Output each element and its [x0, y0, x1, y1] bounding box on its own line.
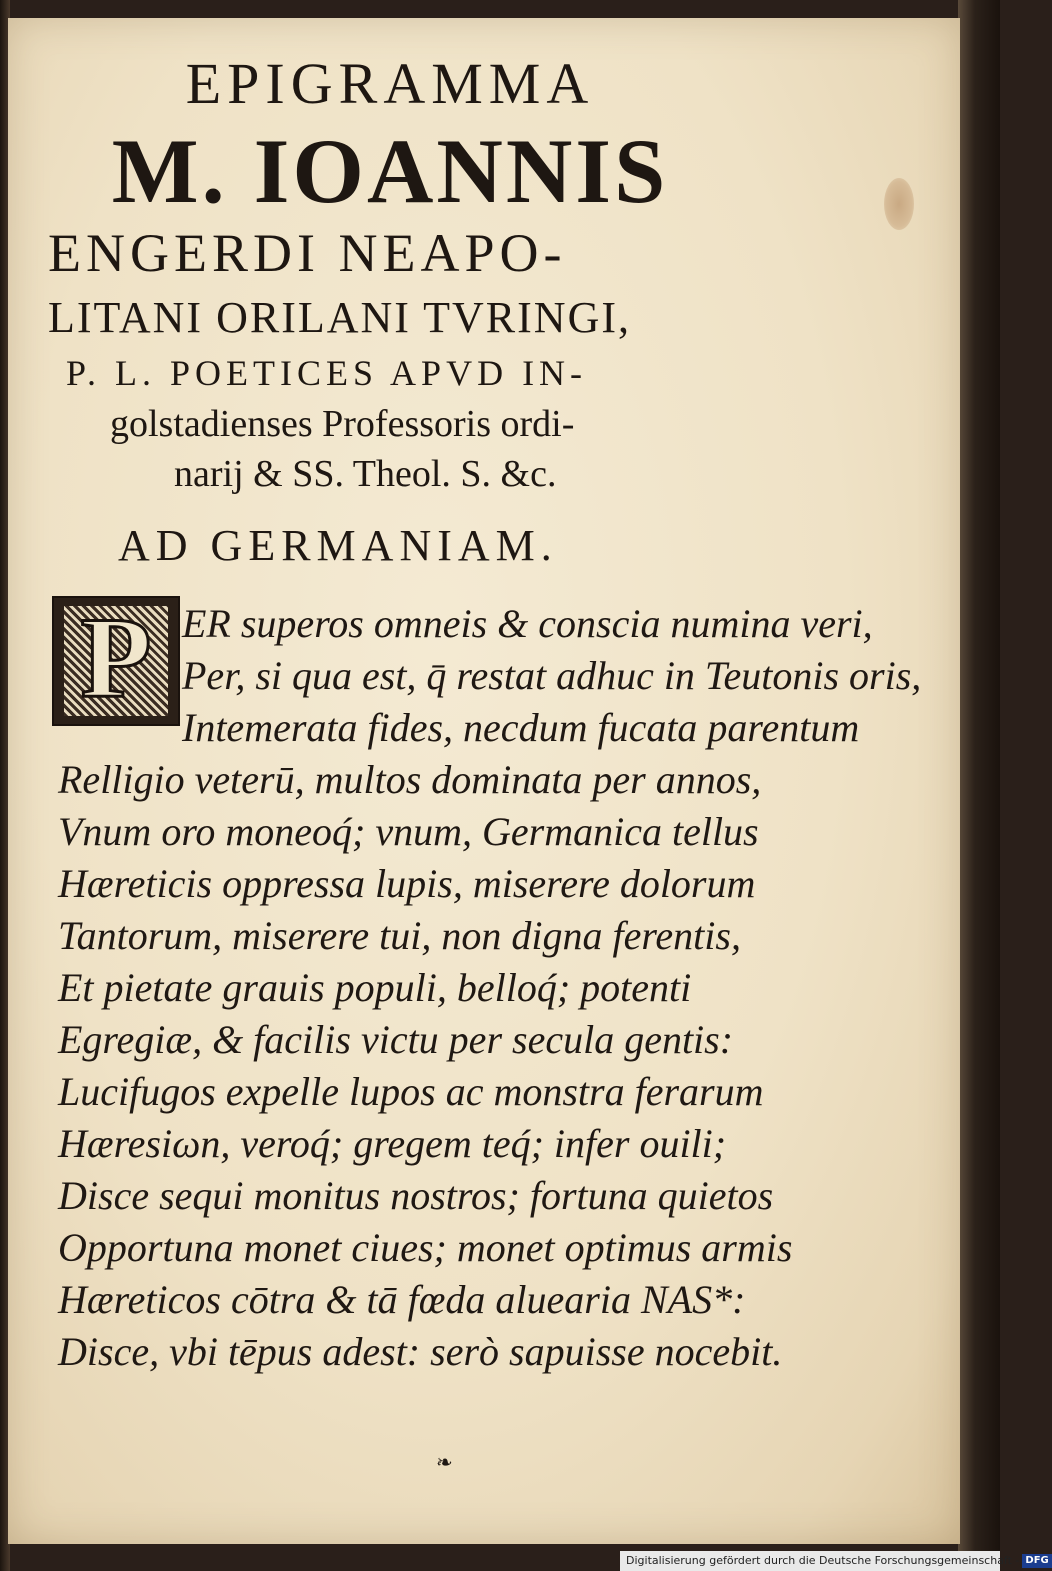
initial-letter: P [80, 594, 152, 722]
verse-line-7: Tantorum, miserere tui, non digna ferentis, [58, 913, 741, 958]
title-line-6: golstadienses Professoris ordi- [110, 403, 575, 445]
verse-line-15: Disce, vbi tēpus adest: serò sapuisse nocebit. [58, 1329, 783, 1374]
title-line-2: M. IOANNIS [111, 120, 669, 222]
verse-line-9: Egregiæ, & facilis victu per secula gentis: [58, 1017, 734, 1062]
book-edge-right [958, 0, 1000, 1571]
verse-line-5: Vnum oro moneoq́; vnum, Germanica tellus [58, 809, 759, 854]
verse-line-1: ER superos omneis & conscia numina veri, [182, 601, 873, 646]
title-line-4: LITANI ORILANI TVRINGI, [48, 293, 632, 342]
verse-line-10: Lucifugos expelle lupos ac monstra ferarum [58, 1069, 764, 1114]
paper-stain [884, 178, 914, 230]
title-line-7: narij & SS. Theol. S. &c. [174, 453, 557, 495]
subtitle: AD GERMANIAM. [118, 521, 558, 570]
digitization-footer [620, 1551, 1049, 1571]
verse-line-14: Hæreticos cōtra & tā fœda aluearia NAS*: [58, 1277, 746, 1322]
decorated-initial [52, 596, 180, 726]
ornament-mark: ❧ [436, 1452, 453, 1474]
title-line-3: ENGERDI NEAPO- [48, 223, 567, 283]
verse-line-2: Per, si qua est, q̄ restat adhuc in Teutonis oris, [182, 653, 922, 698]
dfg-logo: DFG [1022, 1554, 1051, 1568]
title-line-1: EPIGRAMMA [185, 51, 595, 116]
verse-line-11: Hæresiωn, veroq́; gregem teq́; infer ouili; [58, 1121, 727, 1166]
verse-line-13: Opportuna monet ciues; monet optimus armis [58, 1225, 793, 1270]
verse-line-12: Disce sequi monitus nostros; fortuna quietos [58, 1173, 774, 1218]
verse-line-8: Et pietate grauis populi, belloq́; potenti [58, 965, 692, 1010]
verse-line-6: Hæreticis oppressa lupis, miserere dolorum [58, 861, 756, 906]
verse-line-4: Relligio veterū, multos dominata per annos, [58, 757, 762, 802]
title-line-5: P. L. POETICES APVD IN- [66, 353, 588, 393]
footer-text: Digitalisierung gefördert durch die Deutsche Forschungsgemeinschaft - [626, 1554, 1020, 1567]
verse-line-3: Intemerata fides, necdum fucata parentum [182, 705, 860, 750]
